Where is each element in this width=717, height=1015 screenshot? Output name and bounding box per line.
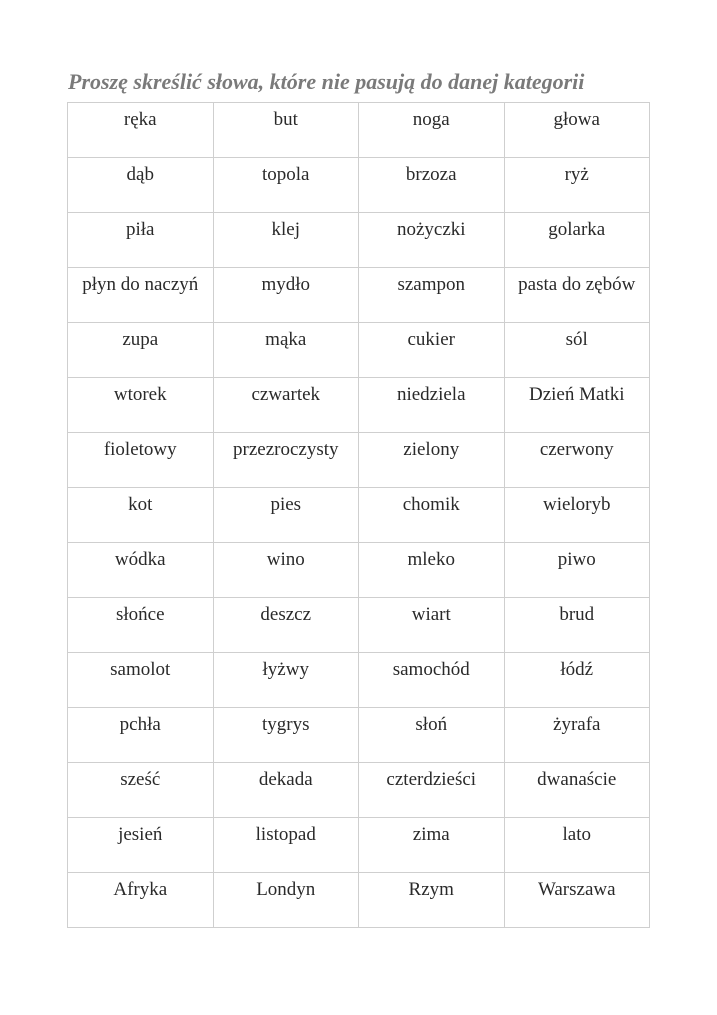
table-row [68, 488, 650, 543]
table-row [68, 323, 650, 378]
word-cell[interactable]: Rzym [359, 873, 505, 928]
word-cell[interactable]: klej [213, 213, 359, 268]
word-cell[interactable]: brzoza [359, 158, 505, 213]
word-cell[interactable]: deszcz [213, 598, 359, 653]
word-table [67, 102, 650, 928]
table-row [68, 268, 650, 323]
word-cell[interactable]: łódź [504, 653, 650, 708]
word-cell[interactable]: Londyn [213, 873, 359, 928]
word-cell[interactable]: fioletowy [68, 433, 214, 488]
word-cell[interactable]: sześć [68, 763, 214, 818]
word-cell[interactable]: Dzień Matki [504, 378, 650, 433]
word-cell[interactable]: płyn do naczyń [68, 268, 214, 323]
word-cell[interactable]: piła [68, 213, 214, 268]
word-cell[interactable]: cukier [359, 323, 505, 378]
word-cell[interactable]: niedziela [359, 378, 505, 433]
word-cell[interactable]: noga [359, 103, 505, 158]
word-cell[interactable]: przezroczysty [213, 433, 359, 488]
word-cell[interactable]: but [213, 103, 359, 158]
table-row [68, 818, 650, 873]
table-row [68, 873, 650, 928]
word-cell[interactable]: sól [504, 323, 650, 378]
word-cell[interactable]: zima [359, 818, 505, 873]
word-cell[interactable]: mleko [359, 543, 505, 598]
table-row [68, 653, 650, 708]
word-cell[interactable]: golarka [504, 213, 650, 268]
word-cell[interactable]: mąka [213, 323, 359, 378]
word-cell[interactable]: Warszawa [504, 873, 650, 928]
word-cell[interactable]: topola [213, 158, 359, 213]
table-row [68, 158, 650, 213]
word-cell[interactable]: łyżwy [213, 653, 359, 708]
word-cell[interactable]: wtorek [68, 378, 214, 433]
word-cell[interactable]: głowa [504, 103, 650, 158]
word-cell[interactable]: pasta do zębów [504, 268, 650, 323]
table-row [68, 378, 650, 433]
word-cell[interactable]: samolot [68, 653, 214, 708]
page-title: Proszę skreślić słowa, które nie pasują do danej kategorii [68, 69, 585, 94]
table-row [68, 103, 650, 158]
word-cell[interactable]: Afryka [68, 873, 214, 928]
word-cell[interactable]: czterdzieści [359, 763, 505, 818]
table-row [68, 598, 650, 653]
word-cell[interactable]: samochód [359, 653, 505, 708]
word-cell[interactable]: zielony [359, 433, 505, 488]
word-cell[interactable]: dekada [213, 763, 359, 818]
word-cell[interactable]: kot [68, 488, 214, 543]
table-row [68, 433, 650, 488]
word-cell[interactable]: listopad [213, 818, 359, 873]
word-cell[interactable]: czwartek [213, 378, 359, 433]
word-cell[interactable]: czerwony [504, 433, 650, 488]
word-cell[interactable]: piwo [504, 543, 650, 598]
word-cell[interactable]: ryż [504, 158, 650, 213]
word-cell[interactable]: pies [213, 488, 359, 543]
word-cell[interactable]: jesień [68, 818, 214, 873]
table-row [68, 708, 650, 763]
word-cell[interactable]: wiart [359, 598, 505, 653]
word-cell[interactable]: wódka [68, 543, 214, 598]
word-cell[interactable]: chomik [359, 488, 505, 543]
word-cell[interactable]: mydło [213, 268, 359, 323]
word-cell[interactable]: słońce [68, 598, 214, 653]
word-cell[interactable]: wino [213, 543, 359, 598]
word-cell[interactable]: tygrys [213, 708, 359, 763]
word-cell[interactable]: szampon [359, 268, 505, 323]
table-row [68, 213, 650, 268]
table-row [68, 763, 650, 818]
word-cell[interactable]: lato [504, 818, 650, 873]
word-cell[interactable]: dąb [68, 158, 214, 213]
word-cell[interactable]: pchła [68, 708, 214, 763]
table-row [68, 543, 650, 598]
word-cell[interactable]: wieloryb [504, 488, 650, 543]
word-cell[interactable]: słoń [359, 708, 505, 763]
word-table-body [68, 103, 650, 928]
word-cell[interactable]: dwanaście [504, 763, 650, 818]
word-cell[interactable]: brud [504, 598, 650, 653]
word-cell[interactable]: żyrafa [504, 708, 650, 763]
word-cell[interactable]: ręka [68, 103, 214, 158]
word-cell[interactable]: zupa [68, 323, 214, 378]
word-cell[interactable]: nożyczki [359, 213, 505, 268]
